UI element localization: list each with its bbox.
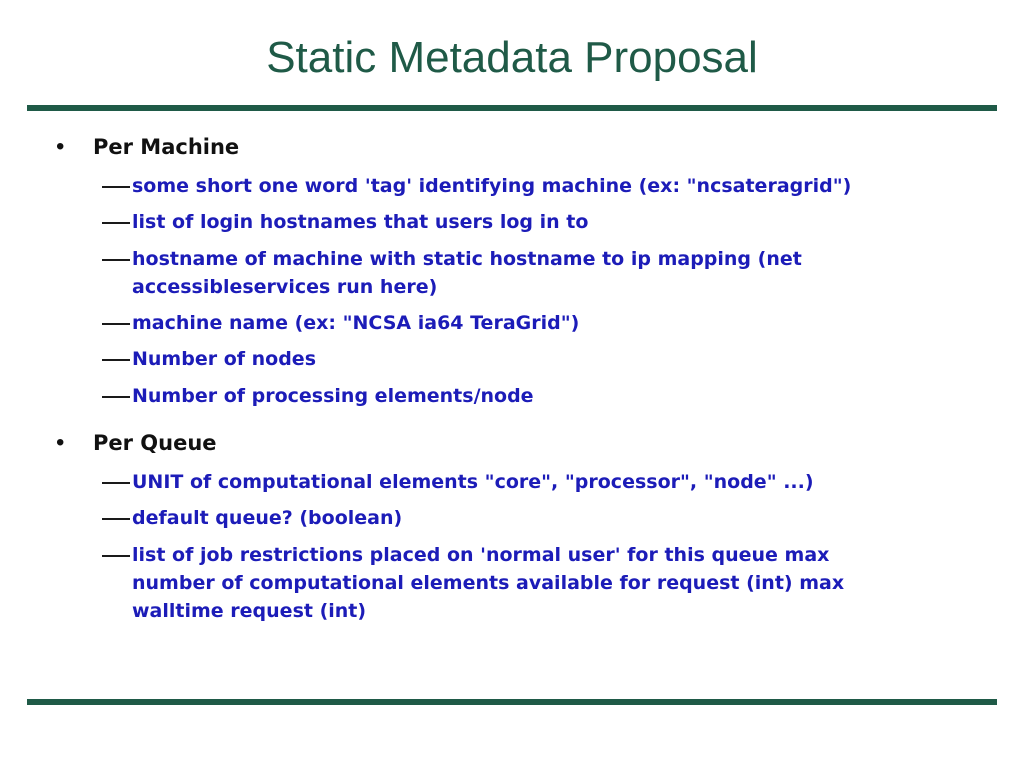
dash-icon — [102, 222, 130, 224]
list-item: default queue? (boolean) — [132, 507, 403, 529]
list-item-line: hostname of machine with static hostname to ip mapping (net — [132, 248, 802, 270]
dash-icon — [102, 323, 130, 325]
list-item-line: walltime request (int) — [132, 600, 367, 622]
list-item-line: list of job restrictions placed on 'normal user' for this queue max — [132, 544, 830, 566]
dash-icon — [102, 359, 130, 361]
dash-icon — [102, 259, 130, 261]
top-divider — [27, 105, 997, 111]
dash-icon — [102, 482, 130, 484]
list-item-line: accessibleservices run here) — [132, 276, 438, 298]
list-item: machine name (ex: "NCSA ia64 TeraGrid") — [132, 312, 580, 334]
bullet-icon: • — [56, 133, 65, 160]
list-item: Number of processing elements/node — [132, 385, 534, 407]
list-item: UNIT of computational elements "core", "processor", "node" ...) — [132, 471, 814, 493]
section-heading-per-queue: Per Queue — [93, 431, 217, 455]
bullet-icon: • — [56, 429, 65, 456]
list-item — [132, 245, 1002, 301]
dash-icon — [102, 396, 130, 398]
section-heading-per-machine: Per Machine — [93, 135, 240, 159]
list-item: some short one word 'tag' identifying machine (ex: "ncsateragrid") — [132, 175, 852, 197]
list-item-line: number of computational elements available for request (int) max — [132, 572, 845, 594]
dash-icon — [102, 518, 130, 520]
list-item — [132, 541, 1002, 625]
list-item: Number of nodes — [132, 348, 317, 370]
bottom-divider — [27, 699, 997, 705]
slide-title: Static Metadata Proposal — [266, 33, 758, 82]
dash-icon — [102, 555, 130, 557]
dash-icon — [102, 186, 130, 188]
list-item: list of login hostnames that users log in to — [132, 211, 589, 233]
